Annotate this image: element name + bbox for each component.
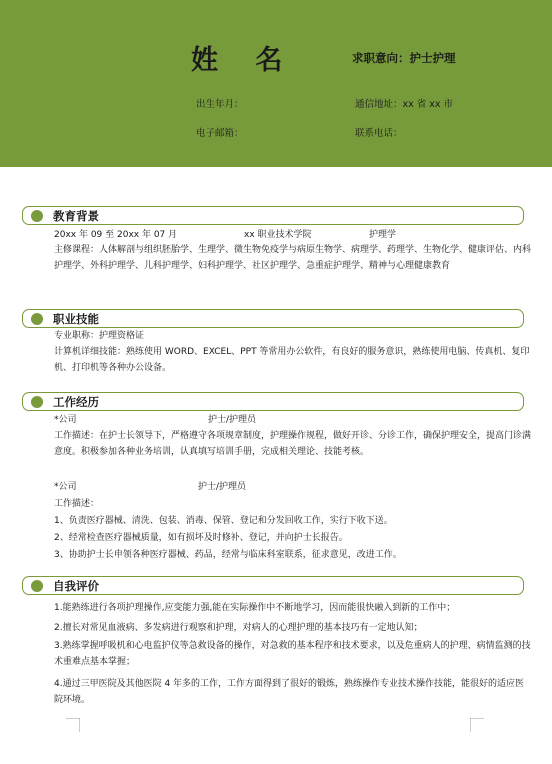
job2-position: 护士/护理员 — [198, 482, 247, 492]
job2-item: 2、经常检查医疗器械质量，如有损坏及时修补、登记，并向护士长报告。 — [54, 533, 348, 543]
skills-computer: 计算机详细技能：熟练使用 WORD、EXCEL、PPT 等常用办公软件，有良好的服务意识，熟练使用电脑、传真机、复印机、打印机等各种办公设备。 — [54, 347, 530, 373]
job1-company: *公司 — [54, 415, 77, 425]
education-period: 20xx 年 09 至 20xx 年 07 月 — [54, 230, 178, 240]
email-label: 电子邮箱： — [196, 128, 244, 139]
candidate-name: 姓 名 — [191, 45, 297, 76]
bullet-dot-icon — [31, 210, 43, 222]
section-work — [22, 392, 524, 411]
self-item: 2.擅长对常见血液病、多发病进行观察和护理，对病人的心理护理的基本技巧有一定地认知； — [54, 623, 423, 633]
job2-desc-label: 工作描述： — [54, 499, 100, 509]
section-skills — [22, 309, 524, 328]
job1-description: 工作描述：在护士长领导下，严格遵守各项规章制度，护理操作规程，做好开诊、分诊工作，确保护理安全，提高门诊满意度。积极参加各种业务培训，认真填写培训手册，完成相关理论、技能考核。 — [54, 431, 532, 457]
section-title: 工作经历 — [53, 395, 99, 409]
job-intent: 求职意向：护士护理 — [352, 51, 456, 65]
bullet-dot-icon — [31, 580, 43, 592]
header-banner — [0, 0, 552, 167]
corner-mark-icon — [470, 718, 484, 732]
job2-company: *公司 — [54, 482, 77, 492]
self-item: 1.能熟练进行各项护理操作,应变能力强,能在实际操作中不断地学习，因而能很快融入到新的工作中； — [54, 603, 456, 613]
section-self-evaluation — [22, 576, 524, 595]
education-school: xx 职业技术学院 — [244, 230, 312, 240]
self-item: 4.通过三甲医院及其他医院 4 年多的工作，工作方面得到了很好的锻炼，熟练操作专业技术操作技能，能很好的适应医院环境。 — [54, 679, 525, 705]
skills-cert: 专业职称：护理资格证 — [54, 331, 145, 341]
section-education — [22, 206, 524, 225]
job2-item: 3、协助护士长申领各种医疗器械、药品，经常与临床科室联系，征求意见，改进工作。 — [54, 550, 402, 560]
bullet-dot-icon — [31, 313, 43, 325]
section-title: 教育背景 — [53, 209, 99, 223]
corner-mark-icon — [66, 718, 80, 732]
bullet-dot-icon — [31, 396, 43, 408]
phone-label: 联系电话： — [355, 128, 403, 139]
section-title: 自我评价 — [53, 579, 99, 593]
birth-label: 出生年月： — [196, 99, 244, 110]
education-courses: 主修课程：人体解剖与组织胚胎学、生理学、微生物免疫学与病原生物学、病理学、药理学、生物化学、健康评估、内科护理学、外科护理学、儿科护理学、妇科护理学、社区护理学、急重症护理学、精神与心理健康教育 — [54, 245, 532, 271]
job1-position: 护士/护理员 — [208, 415, 257, 425]
address-label: 通信地址：xx 省 xx 市 — [355, 99, 454, 110]
section-title: 职业技能 — [53, 312, 99, 326]
education-major: 护理学 — [369, 230, 397, 240]
job2-item: 1、负责医疗器械、清洗、包装、消毒、保管、登记和分发回收工作，实行下收下送。 — [54, 516, 393, 526]
self-item: 3.熟练掌握呼吸机和心电监护仪等急救设备的操作，对急救的基本程序和技术要求，以及危重病人的护理、病情监测的技术重难点基本掌握； — [54, 641, 531, 667]
